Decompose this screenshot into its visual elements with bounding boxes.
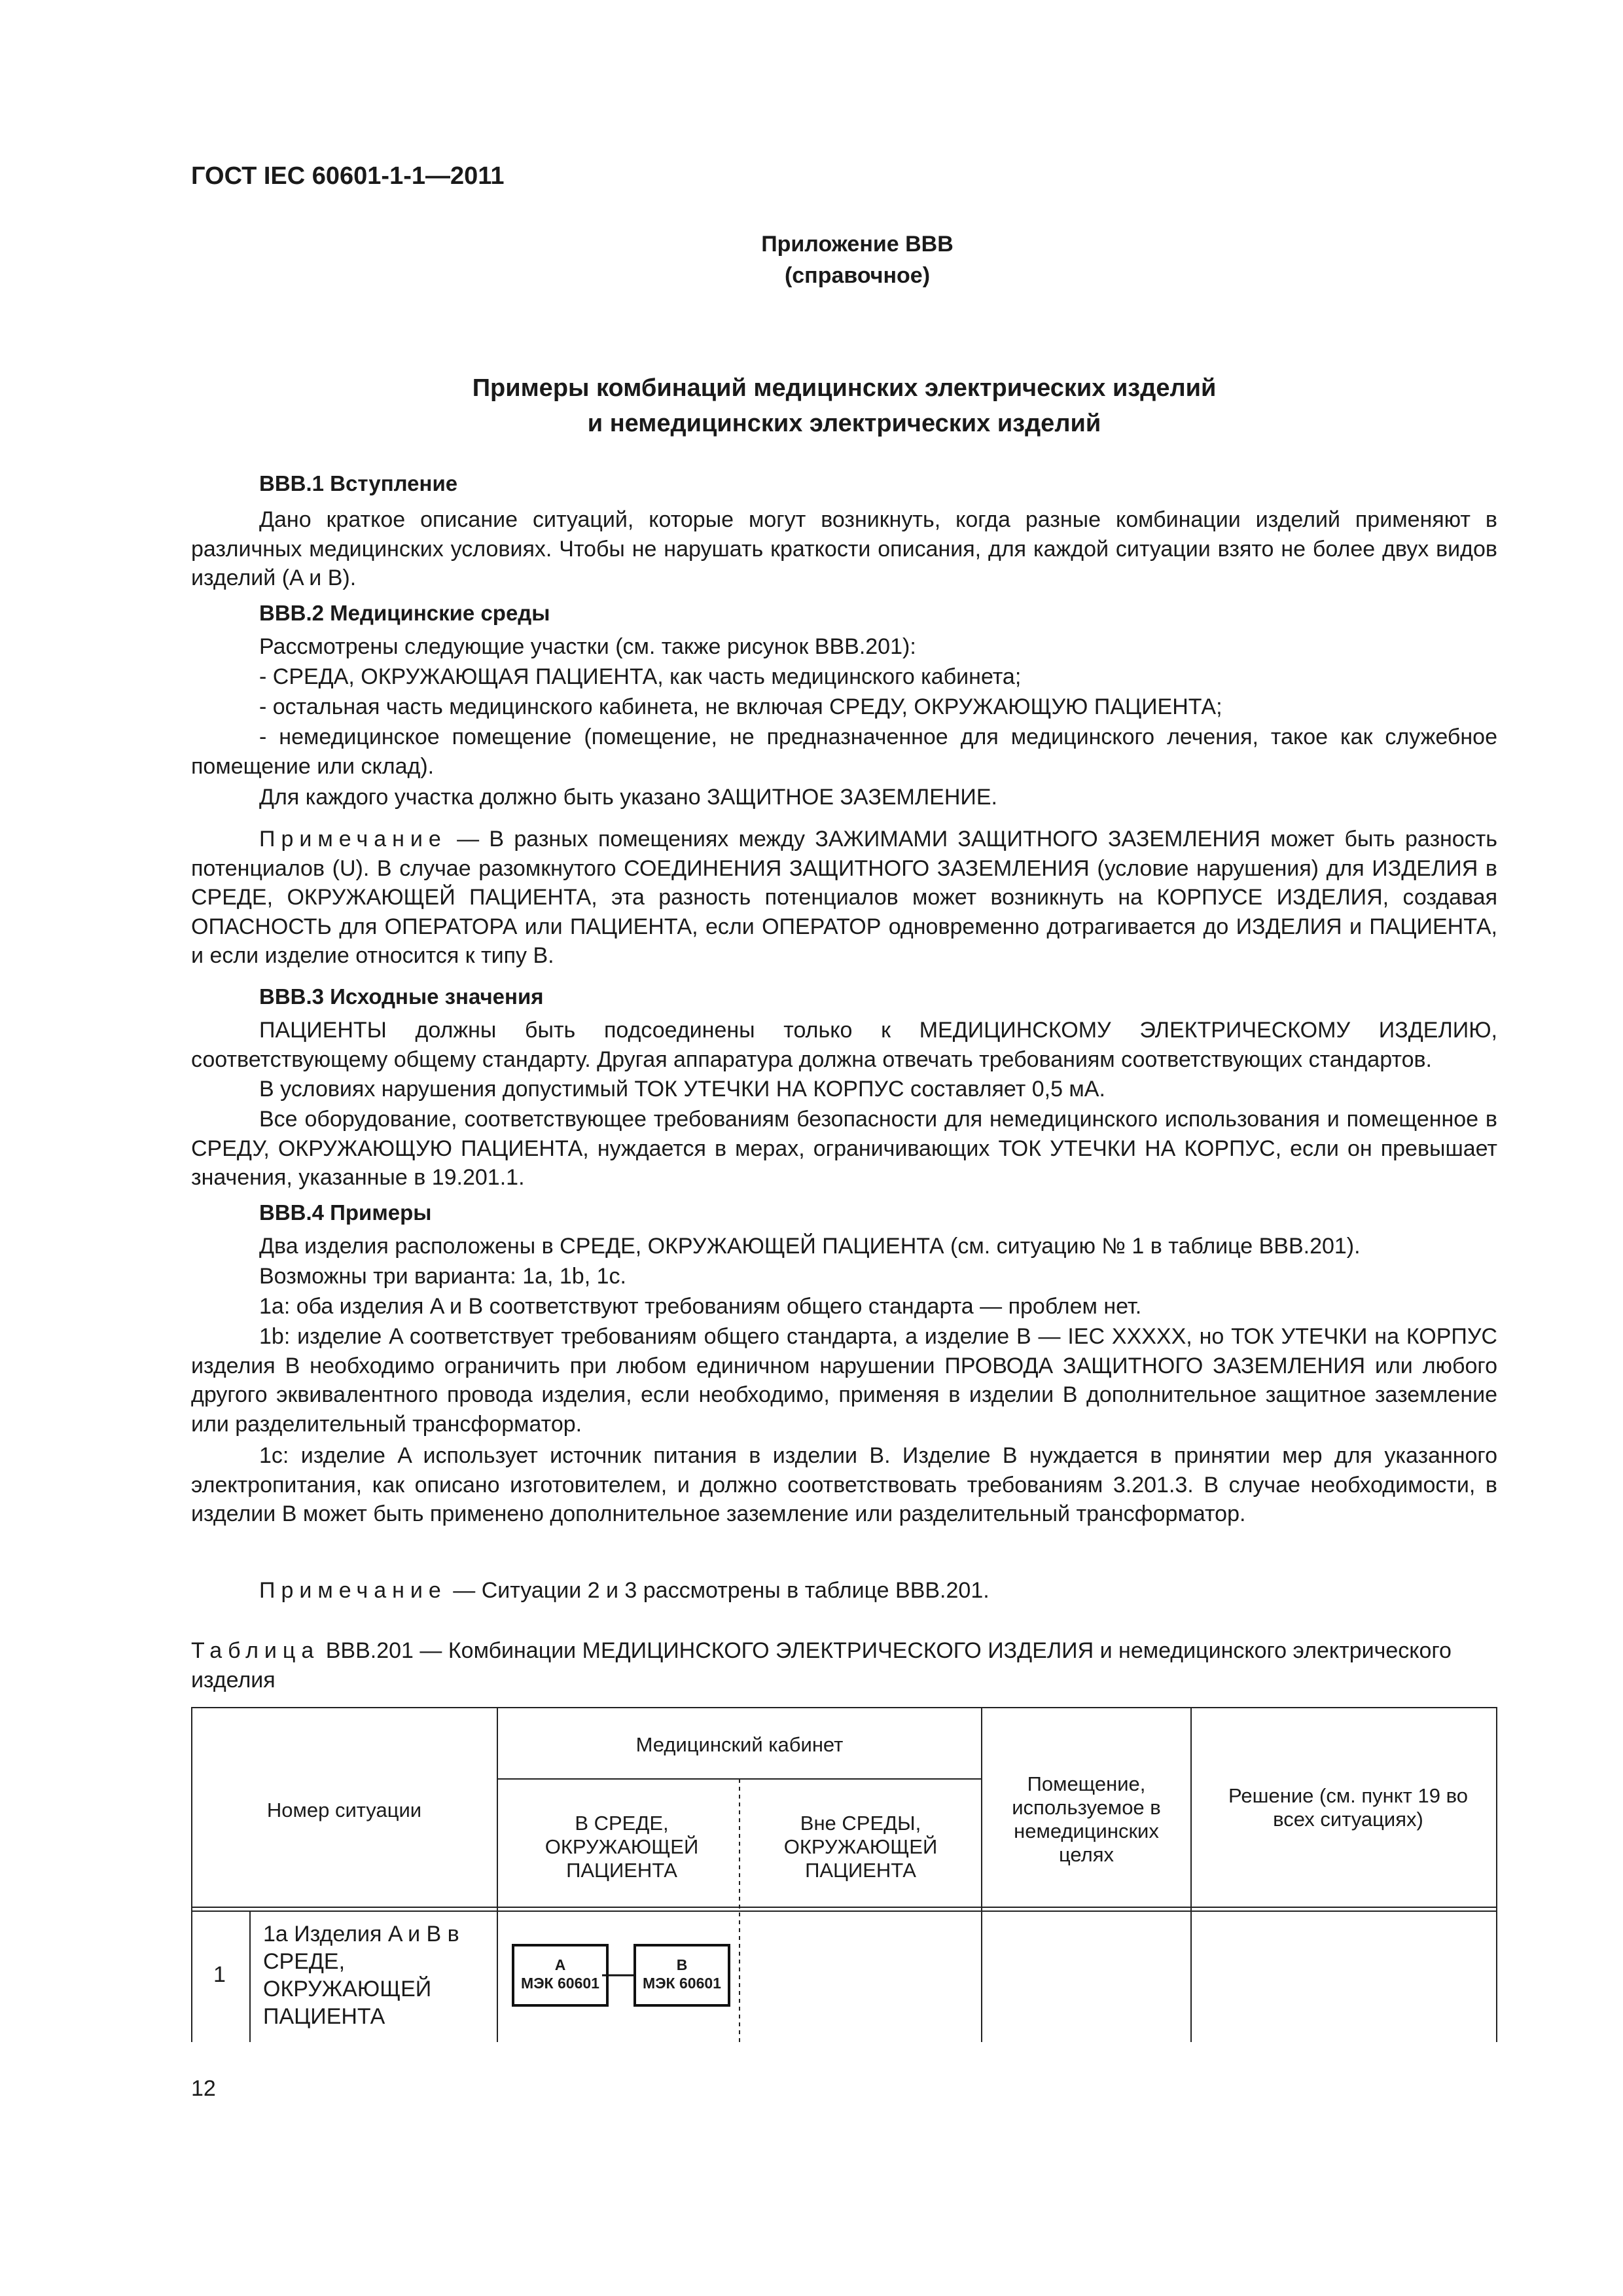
paragraph: 1c: изделие A использует источник питания в изделии B. Изделие B нуждается в принятии мер для указанного электропитания, как описано изготовителем, и должно соответствовать требованиям 3.201.3. В случае необходимости, в изделии B может быть применено дополнительное заземление или разделительный трансформатор.	[191, 1443, 1497, 1526]
note-text: — В разных помещениях между ЗАЖИМАМИ ЗАЩИТНОГО ЗАЗЕМЛЕНИЯ может быть разность потенциалов (U). В случае разомкнутого СОЕДИНЕНИЯ ЗАЩИТНОГО ЗАЗЕМЛЕНИЯ (условие нарушения) для ИЗДЕЛИЯ в СРЕДЕ, ОКРУЖАЮЩЕЙ ПАЦИЕНТА, эта разность потенциалов может возникнуть на КОРПУСЕ ИЗДЕЛИЯ, создавая ОПАСНОСТЬ для ОПЕРАТОРА или ПАЦИЕНТА, если ОПЕРАТОР одновременно дотрагивается до ИЗДЕЛИЯ и ПАЦИЕНТА, и если изделие относится к типу B.	[191, 827, 1497, 968]
paragraph: Все оборудование, соответствующее требованиям безопасности для немедицинского использования и помещенное в СРЕДУ, ОКРУЖАЮЩУЮ ПАЦИЕНТА, нуждается в мерах, ограничивающих ТОК УТЕЧКИ НА КОРПУС, если он превышает значения, указанные в 19.201.1.	[191, 1107, 1497, 1190]
device-a-box	[512, 1944, 609, 2007]
section-heading-3: ВВВ.3 Исходные значения	[259, 984, 544, 1009]
paragraph: Дано краткое описание ситуаций, которые могут возникнуть, когда разные комбинации изделий применяют в различных медицинских условиях. Чтобы не нарушать краткости описания, для каждой ситуации взято не более двух видов изделий (A и B).	[191, 507, 1497, 590]
situation-number: 1	[213, 1962, 226, 1987]
situation-description: 1a Изделия A и B в СРЕДЕ, ОКРУЖАЮЩЕЙ ПАЦИЕНТА	[263, 1922, 459, 2029]
table-caption	[191, 1636, 1497, 1695]
section-heading-1: ВВВ.1 Вступление	[259, 471, 458, 495]
section-heading-2: ВВВ.2 Медицинские среды	[259, 601, 550, 625]
page-title-line-2: и немедицинских электрических изделий	[587, 410, 1101, 437]
table-caption-label: Таблица	[191, 1638, 320, 1663]
header-medical-room: Медицинский кабинет	[635, 1733, 844, 1756]
note-label: Примечание	[259, 827, 447, 852]
list-item: - остальная часть медицинского кабинета, не включая СРЕДУ, ОКРУЖАЮЩУЮ ПАЦИЕНТА;	[259, 694, 1222, 719]
header-outside-patient-environment: Вне СРЕДЫ, ОКРУЖАЮЩЕЙ ПАЦИЕНТА	[783, 1812, 938, 1882]
header-situation-number: Номер ситуации	[266, 1799, 422, 1821]
paragraph: ПАЦИЕНТЫ должны быть подсоединены только к МЕДИЦИНСКОМУ ЭЛЕКТРИЧЕСКОМУ ИЗДЕЛИЮ, соответствующему общему стандарту. Другая аппаратура должна отвечать требованиям соответствующих стандартов.	[191, 1018, 1497, 1072]
paragraph: Два изделия расположены в СРЕДЕ, ОКРУЖАЮЩЕЙ ПАЦИЕНТА (см. ситуацию № 1 в таблице ВВВ.201).	[259, 1234, 1361, 1259]
device-a-label: A	[554, 1956, 566, 1973]
device-b-box	[633, 1944, 730, 2007]
note-label: Примечание	[259, 1578, 447, 1603]
list-item: - СРЕДА, ОКРУЖАЮЩАЯ ПАЦИЕНТА, как часть медицинского кабинета;	[259, 664, 1022, 689]
annex-type: (справочное)	[784, 263, 931, 288]
paragraph: 1a: оба изделия A и B соответствуют требованиям общего стандарта — проблем нет.	[259, 1294, 1142, 1319]
table	[191, 1707, 1500, 2042]
section-heading-4: ВВВ.4 Примеры	[259, 1200, 432, 1225]
note-text: — Ситуации 2 и 3 рассмотрены в таблице ВВВ.201.	[453, 1578, 990, 1603]
page-number: 12	[191, 2076, 216, 2101]
document-code: ГОСТ IEC 60601-1-1—2011	[191, 162, 505, 190]
page-title-line-1: Примеры комбинаций медицинских электрических изделий	[472, 374, 1217, 402]
paragraph: Для каждого участка должно быть указано ЗАЩИТНОЕ ЗАЗЕМЛЕНИЕ.	[259, 785, 997, 810]
paragraph: Рассмотрены следующие участки (см. также рисунок ВВВ.201):	[259, 634, 916, 659]
header-non-medical-room: Помещение, используемое в немедицинских целях	[1012, 1772, 1161, 1866]
header-in-patient-environment: В СРЕДЕ, ОКРУЖАЮЩЕЙ ПАЦИЕНТА	[544, 1812, 699, 1882]
device-a-standard: МЭК 60601	[521, 1975, 599, 1992]
paragraph: Возможны три варианта: 1a, 1b, 1c.	[259, 1264, 626, 1289]
device-b-label: B	[676, 1956, 688, 1973]
table-caption-text: ВВВ.201 — Комбинации МЕДИЦИНСКОГО ЭЛЕКТРИЧЕСКОГО ИЗДЕЛИЯ и немедицинского электрического изделия	[191, 1638, 1452, 1693]
note	[191, 825, 1497, 971]
paragraph: 1b: изделие A соответствует требованиям общего стандарта, а изделие B — IEC XXXXX, но ТОК УТЕЧКИ на КОРПУС изделия B необходимо ограничить при любом единичном нарушении ПРОВОДА ЗАЩИТНОГО ЗАЗЕМЛЕНИЯ или любого другого эквивалентного провода изделия, если необходимо, применяя в изделии B дополнительное защитное заземление или разделительный трансформатор.	[191, 1324, 1498, 1437]
paragraph: В условиях нарушения допустимый ТОК УТЕЧКИ НА КОРПУС составляет 0,5 мА.	[259, 1077, 1105, 1102]
annex-title: Приложение ВВВ	[761, 232, 954, 257]
device-b-standard: МЭК 60601	[643, 1975, 721, 1992]
header-solution: Решение (см. пункт 19 во всех ситуациях)	[1228, 1784, 1468, 1831]
note	[191, 1576, 1497, 1605]
list-item: - немедицинское помещение (помещение, не предназначенное для медицинского лечения, такое как служебное помещение или склад).	[191, 725, 1497, 779]
